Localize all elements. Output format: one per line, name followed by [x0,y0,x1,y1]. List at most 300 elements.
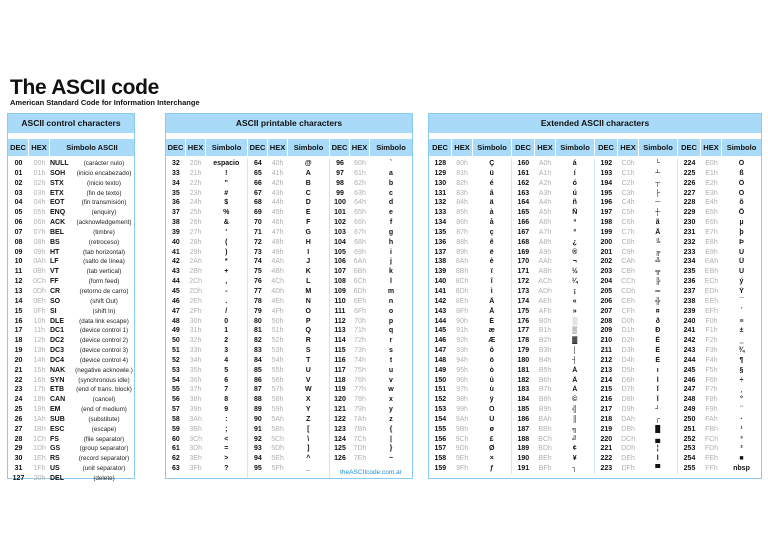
table-row [166,336,247,346]
table-row [678,159,761,169]
symbol-cell: ö [489,356,494,364]
dec-cell: 142 [434,297,447,305]
hex-cell: 85h [456,209,468,217]
hex-cell: 78h [354,396,366,404]
symbol-cell: BEL [50,228,64,236]
table-row [8,159,134,169]
table-row [330,189,412,199]
dec-cell: 68 [253,199,262,207]
table-row [512,435,594,445]
hex-cell: 23h [189,189,202,197]
symbol-cell: > [224,455,229,463]
symbol-cell: a [389,169,393,177]
dec-cell: 52 [171,356,180,364]
symbol-cell: Ä [489,297,495,305]
hex-cell: 12h [33,337,46,345]
simbolo-header: Simbolo [639,139,678,156]
symbol-cell: ≡ [739,317,744,325]
table-row [8,356,134,366]
symbol-cell: L [306,278,311,286]
dec-header: DEC [8,139,29,156]
dec-cell: 31 [14,465,23,473]
table-row [429,228,511,238]
hex-cell: E3h [705,189,718,197]
dec-cell: 129 [434,169,447,177]
symbol-cell: ï [490,268,493,276]
symbol-cell: # [224,189,229,197]
dec-cell: 114 [334,337,346,345]
table-row [595,317,677,327]
hex-cell: 04h [33,199,46,207]
dec-cell: 76 [253,278,262,286]
hex-cell: 9Fh [456,465,469,473]
dec-cell: 238 [683,297,696,305]
symbol-cell: ¹ [740,425,743,433]
hex-cell: F0h [705,317,718,325]
hex-cell: B0h [538,317,552,325]
description-cell: (unit separator) [82,465,126,473]
control-header-row [8,139,134,156]
symbol-cell: è [489,258,494,266]
hex-cell: 73h [354,347,366,355]
symbol-cell: R [305,337,311,345]
dec-cell: 208 [600,317,613,325]
table-row [512,169,594,179]
dec-cell: 64 [253,160,262,167]
dec-cell: 197 [600,209,613,217]
dec-cell: 25 [14,406,23,414]
description-cell: (tab vertical) [86,268,122,276]
hex-cell: F5h [705,366,718,374]
hex-cell: 81h [456,169,468,177]
dec-cell: 196 [600,199,613,207]
dec-cell: 97 [336,169,344,177]
hex-cell: 66h [354,219,366,227]
dec-cell: 124 [334,435,346,443]
table-row [512,238,594,248]
hex-cell: D4h [621,356,635,364]
hex-cell: 59h [271,406,284,414]
symbol-cell: ▄ [655,435,661,443]
symbol-cell: m [387,287,395,295]
hex-cell: C9h [621,248,635,256]
dec-cell: 210 [600,337,613,345]
table-row [166,287,247,297]
dec-cell: 20 [14,356,23,364]
table-row [248,346,329,356]
dec-cell: 00 [14,160,23,167]
table-row [330,385,412,395]
dec-cell: 131 [434,189,447,197]
table-row [429,425,511,435]
symbol-cell: Ô [738,179,745,187]
symbol-cell: à [489,209,494,217]
table-row [429,317,511,327]
dec-cell: 136 [434,238,447,246]
hex-cell: A8h [538,238,552,246]
hex-cell: F6h [705,376,718,384]
description-cell: (record separator) [78,455,130,463]
dec-cell: 107 [334,268,346,276]
hex-cell: 90h [456,317,468,325]
symbol-cell: ù [489,386,494,394]
hex-cell: EAh [704,258,719,266]
hex-cell: 14h [33,356,46,364]
hex-cell: 3Ah [189,415,202,423]
table-column-group [166,159,248,478]
dec-cell: 69 [253,209,262,217]
dec-cell: 55 [171,386,180,394]
dec-cell: 251 [683,425,696,433]
symbol-cell: d [388,199,394,207]
table-row [8,385,134,395]
table-row [429,198,511,208]
page-subtitle: American Standard Code for Information Interchange [10,98,200,107]
table-row [595,435,677,445]
hex-cell: A6h [538,219,552,227]
dec-cell: 40 [171,238,180,246]
dec-cell: 80 [253,317,262,325]
hex-cell: 11h [33,327,46,335]
table-row [512,248,594,258]
hex-cell: 52h [271,337,284,345]
table-row [512,307,594,317]
symbol-cell: s [389,347,393,355]
symbol-cell: NAK [50,366,66,374]
hex-cell: 56h [271,376,284,384]
dec-cell: 36 [171,199,180,207]
dec-cell: 05 [14,209,23,217]
control-panel-title: ASCII control characters [8,114,134,133]
dec-cell: 160 [517,160,530,167]
table-row [330,198,412,208]
hex-cell: DBh [621,425,635,433]
table-row [330,307,412,317]
hex-cell: 5Ah [271,415,284,423]
symbol-cell: 0 [224,317,229,325]
table-row [595,444,677,454]
description-cell: (form feed) [88,278,120,286]
dec-cell: 169 [517,248,530,256]
hex-cell: 26h [189,219,202,227]
hex-cell: B7h [538,386,552,394]
table-row [8,267,134,277]
dec-cell: 135 [434,228,447,236]
symbol-cell: * [224,258,228,266]
dec-cell: 17 [14,327,23,335]
hex-cell: 63h [354,189,366,197]
hex-cell: 77h [354,386,366,394]
table-row [595,179,677,189]
dec-cell: 19 [14,347,23,355]
table-row [8,189,134,199]
table-row [248,444,329,454]
table-row [512,464,594,474]
symbol-cell: f [389,219,393,227]
dec-cell: 211 [600,347,612,355]
dec-cell: 132 [434,199,447,207]
symbol-cell: 2 [224,337,229,345]
dec-cell: 242 [683,337,696,345]
hex-cell: 27h [189,228,202,236]
dec-cell: 183 [517,386,530,394]
table-row [595,395,677,405]
dec-cell: 217 [600,406,613,414]
table-row [678,297,761,307]
table-row [678,208,761,218]
symbol-cell: 9 [224,406,229,414]
hex-cell: FEh [705,455,718,463]
dec-cell: 04 [14,199,23,207]
symbol-cell: ³ [740,435,743,443]
dec-cell: 201 [600,248,613,256]
printable-header-row [166,139,412,156]
hex-cell: 5Fh [271,465,284,473]
dec-cell: 153 [434,406,447,414]
symbol-cell: P [305,317,311,325]
symbol-cell: ø [489,425,494,433]
table-row [8,346,134,356]
table-row [8,179,134,189]
symbol-cell: ± [739,327,744,335]
dec-cell: 235 [683,268,696,276]
dec-cell: 35 [171,189,180,197]
hex-cell: 37h [189,386,202,394]
table-row [512,376,594,386]
hex-cell: 87h [456,228,468,236]
table-row [512,395,594,405]
simbolo-header: Simbolo [556,139,595,156]
symbol-cell: ■ [739,455,744,463]
dec-cell: 174 [517,297,530,305]
table-row [678,277,761,287]
table-row [678,307,761,317]
hex-cell: 3Ch [189,435,203,443]
table-row [330,336,412,346]
table-row [678,189,761,199]
dec-cell: 57 [171,406,180,414]
dec-cell: 254 [683,455,696,463]
dec-cell: 249 [683,406,696,414]
dec-cell: 225 [683,169,696,177]
table-column-group [248,159,330,478]
table-row [429,385,511,395]
table-row [429,277,511,287]
hex-cell: E9h [705,248,718,256]
description-cell: (device control 1) [79,327,129,335]
table-row [678,366,761,376]
table-row [8,425,134,435]
table-row [8,435,134,445]
symbol-cell: ¢ [572,445,577,453]
dec-cell: 53 [171,366,180,374]
hex-cell: 25h [189,209,202,217]
hex-cell: 41h [271,169,284,177]
hex-cell: B1h [538,327,552,335]
table-row [595,307,677,317]
table-row [330,317,412,327]
symbol-cell: SI [50,307,57,315]
table-row [595,257,677,267]
hex-cell: 5Ch [271,435,285,443]
table-row [166,366,247,376]
symbol-cell: SUB [50,415,65,423]
dec-cell: 103 [334,228,346,236]
description-cell: (fin transmisión) [81,199,127,207]
table-row [429,405,511,415]
table-row [330,366,412,376]
hex-cell: 46h [271,219,284,227]
hex-cell: B3h [538,347,552,355]
symbol-cell: Ò [738,189,745,197]
symbol-cell: 1 [224,327,229,335]
table-row [429,376,511,386]
dec-cell: 200 [600,238,613,246]
description-cell: (retroceso) [88,238,120,246]
symbol-cell: õ [739,199,744,207]
symbol-cell: ═ [655,287,661,295]
table-row [595,287,677,297]
hex-cell: D9h [621,406,635,414]
description-cell: (salto de línea) [83,258,125,266]
dec-cell: 12 [14,278,23,286]
hex-cell: 9Bh [455,425,469,433]
hex-cell: 65h [354,209,366,217]
symbol-cell: ¶ [739,356,744,364]
hex-cell: 76h [354,376,366,384]
table-row [166,395,247,405]
dec-header: DEC [595,139,618,156]
table-row [248,179,329,189]
symbol-cell: È [655,356,661,364]
symbol-cell: └ [655,160,661,167]
hex-cell: 15h [33,366,46,374]
table-row [429,336,511,346]
dec-cell: 61 [171,445,180,453]
symbol-cell: Ó [738,160,745,167]
hex-cell: FFh [705,465,718,473]
table-row [166,435,247,445]
control-characters-panel [7,113,135,482]
table-row [166,208,247,218]
symbol-cell: ▒ [572,327,578,335]
table-row [248,336,329,346]
dec-cell: 09 [14,248,23,256]
symbol-cell: g [388,228,394,236]
hex-cell: 4Ch [271,278,285,286]
hex-cell: 0Ch [33,278,46,286]
symbol-cell: Î [656,386,659,394]
dec-cell: 143 [434,307,447,315]
dec-cell: 186 [517,415,530,423]
hex-cell: 32h [189,337,202,345]
symbol-cell: Z [306,415,311,423]
hex-cell: CBh [621,268,635,276]
hex-cell: 48h [271,238,284,246]
table-row [8,395,134,405]
description-cell: (end of medium) [81,406,127,414]
symbol-cell: BS [50,238,60,246]
table-row [8,248,134,258]
symbol-cell: § [739,366,744,374]
dec-cell: 118 [334,376,346,384]
dec-cell: 168 [517,238,530,246]
dec-cell: 21 [14,366,23,374]
hex-cell: 00h [33,160,46,167]
dec-cell: 67 [253,189,262,197]
dec-cell: 156 [434,435,447,443]
symbol-cell: u [388,366,394,374]
hex-cell: 54h [271,356,284,364]
dec-cell: 141 [434,287,447,295]
table-row [512,326,594,336]
table-row [678,405,761,415]
symbol-cell: ╦ [655,268,661,276]
hex-cell: 6Fh [353,307,367,315]
dec-cell: 140 [434,278,447,286]
description-cell: (shift Out) [90,297,118,305]
hex-cell: 2Eh [189,297,202,305]
dec-cell: 48 [171,317,180,325]
hex-cell: FCh [704,435,719,443]
dec-cell: 173 [517,287,530,295]
table-row [595,189,677,199]
hex-cell: 31h [189,327,202,335]
hex-cell: A1h [538,169,552,177]
hex-cell: 86h [456,219,468,227]
table-row [678,425,761,435]
hex-cell: 22h [189,179,202,187]
hex-cell: 29h [189,248,202,256]
table-row [595,169,677,179]
hex-cell: C7h [621,228,635,236]
hex-cell: 9Ah [455,415,469,423]
hex-cell: 8Ch [455,278,469,286]
dec-cell: 216 [600,396,613,404]
symbol-cell: î [490,278,493,286]
symbol-cell: « [572,297,577,305]
dec-cell: 06 [14,219,23,227]
site-credit-link[interactable]: theASCIIcode.com.ar [340,469,402,477]
hex-cell: BEh [538,455,552,463]
hex-cell: DFh [621,465,635,473]
hex-cell: C3h [621,189,635,197]
dec-cell: 207 [600,307,613,315]
hex-cell: 01h [33,169,46,177]
table-row [248,307,329,317]
symbol-cell: Í [656,376,659,384]
hex-cell: 53h [271,347,284,355]
symbol-cell: Q [305,327,311,335]
symbol-cell: » [572,307,577,315]
symbol-cell: ‗ [739,337,744,345]
symbol-cell: ENQ [50,209,66,217]
symbol-cell: ┤ [572,356,578,364]
symbol-cell: NULL [50,160,69,167]
dec-cell: 119 [334,386,346,394]
dec-cell: 194 [600,179,613,187]
dec-cell: 74 [253,258,262,266]
description-cell: (data link escape) [79,317,129,325]
hex-cell: 6Eh [353,297,367,305]
hex-cell: CDh [621,287,636,295]
hex-cell: 89h [456,248,468,256]
table-row [248,366,329,376]
hex-cell: 4Bh [271,268,284,276]
hex-cell: FDh [704,445,719,453]
dec-cell: 01 [14,169,23,177]
hex-cell: C4h [621,199,635,207]
